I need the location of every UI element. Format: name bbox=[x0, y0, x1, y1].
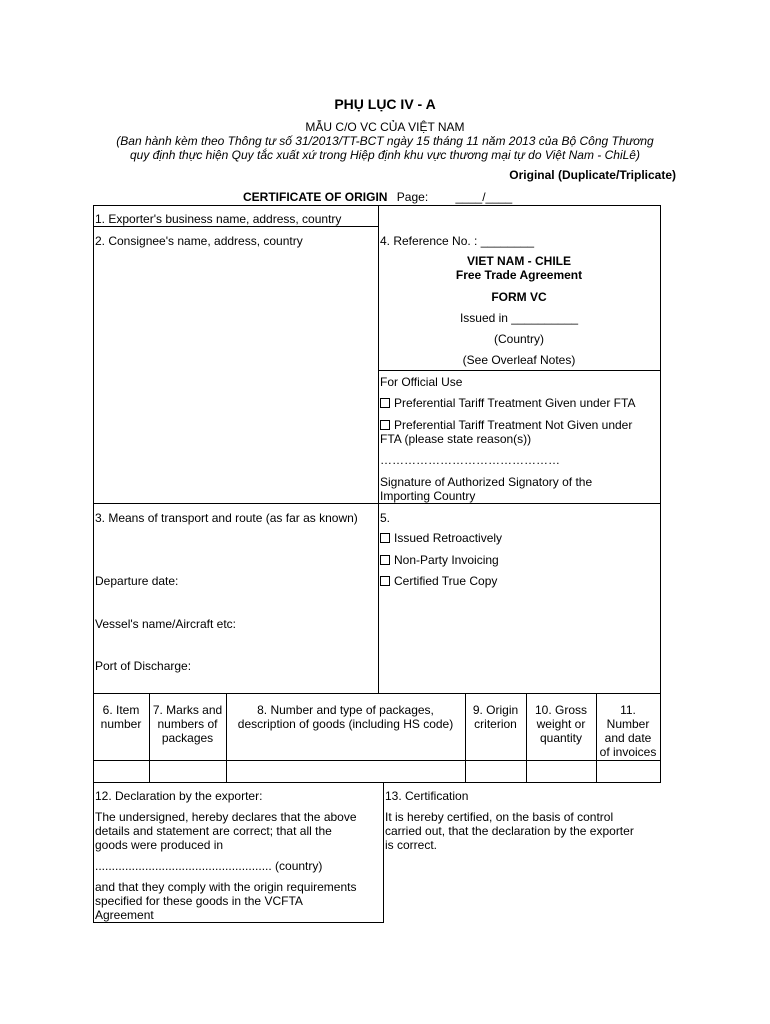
certified-true-copy-option: Certified True Copy bbox=[380, 574, 497, 588]
page-number-blank: ____/____ bbox=[455, 190, 513, 204]
official-option-not-given-line2: FTA (please state reason(s)) bbox=[380, 432, 532, 446]
signature-label-line2: Importing Country bbox=[380, 489, 476, 503]
annex-title: PHỤ LỤC IV - A bbox=[334, 96, 436, 112]
transport-route-label: 3. Means of transport and route (as far as known) bbox=[95, 511, 358, 525]
consignee-label: 2. Consignee's name, address, country bbox=[95, 234, 303, 248]
legal-note-line2: quy định thực hiện Quy tắc xuất xứ trong Hiệp định khu vực thương mại tự do Việt Nam - ChiLê) bbox=[130, 148, 640, 162]
declaration-label: 12. Declaration by the exporter: bbox=[95, 789, 263, 803]
reason-dotted-line: ……………………………………… bbox=[380, 453, 560, 467]
departure-date-label: Departure date: bbox=[95, 574, 179, 588]
original-copy-label: Original (Duplicate/Triplicate) bbox=[509, 168, 676, 182]
checkbox-icon[interactable] bbox=[380, 555, 390, 565]
official-use-label: For Official Use bbox=[380, 375, 463, 389]
page-label: Page: bbox=[396, 190, 429, 204]
issued-retroactively-option: Issued Retroactively bbox=[380, 531, 502, 545]
reference-no-label: 4. Reference No. : ________ bbox=[380, 234, 535, 248]
overleaf-notes-label: (See Overleaf Notes) bbox=[462, 353, 576, 367]
country-dotted-line: ..................................................... (country) bbox=[95, 859, 323, 873]
official-option-not-given: Preferential Tariff Treatment Not Given under bbox=[380, 418, 632, 432]
declaration-text-line3: goods were produced in bbox=[95, 838, 224, 852]
declaration-text-line1: The undersigned, hereby declares that the above bbox=[95, 810, 357, 824]
official-option-given: Preferential Tariff Treatment Given under FTA bbox=[380, 396, 635, 410]
declaration-text-line2: details and statement are correct; that all the bbox=[95, 824, 332, 838]
issued-in-label: Issued in __________ bbox=[459, 311, 579, 325]
compliance-text-line2: specified for these goods in the VCFTA bbox=[95, 894, 303, 908]
port-of-discharge-label: Port of Discharge: bbox=[95, 659, 192, 673]
certificate-title: CERTIFICATE OF ORIGIN bbox=[243, 190, 388, 204]
signature-label-line1: Signature of Authorized Signatory of the bbox=[380, 475, 593, 489]
country-label: (Country) bbox=[493, 332, 544, 346]
box5-label: 5. bbox=[380, 511, 391, 525]
form-vc-label: FORM VC bbox=[491, 290, 547, 304]
agreement-name-line2: Free Trade Agreement bbox=[455, 268, 583, 282]
agreement-name-line1: VIET NAM - CHILE bbox=[467, 254, 571, 268]
legal-note-line1: (Ban hành kèm theo Thông tư số 31/2013/TT-BCT ngày 15 tháng 11 năm 2013 của Bộ Công Thương bbox=[116, 134, 654, 148]
checkbox-icon[interactable] bbox=[380, 398, 390, 408]
checkbox-icon[interactable] bbox=[380, 533, 390, 543]
exporter-label: 1. Exporter's business name, address, country bbox=[95, 212, 342, 226]
certification-label: 13. Certification bbox=[385, 789, 469, 803]
non-party-invoicing-option: Non-Party Invoicing bbox=[380, 553, 499, 567]
checkbox-icon[interactable] bbox=[380, 576, 390, 586]
certification-text-line3: is correct. bbox=[385, 838, 438, 852]
vessel-name-label: Vessel's name/Aircraft etc: bbox=[95, 617, 237, 631]
compliance-text-line1: and that they comply with the origin requirements bbox=[95, 880, 357, 894]
certificate-header bbox=[243, 190, 512, 204]
checkbox-icon[interactable] bbox=[380, 420, 390, 430]
certification-text-line1: It is hereby certified, on the basis of control bbox=[385, 810, 614, 824]
form-subtitle: MẪU C/O VC CỦA VIỆT NAM bbox=[305, 120, 465, 134]
compliance-text-line3: Agreement bbox=[95, 908, 154, 922]
certification-text-line2: carried out, that the declaration by the exporter bbox=[385, 824, 634, 838]
